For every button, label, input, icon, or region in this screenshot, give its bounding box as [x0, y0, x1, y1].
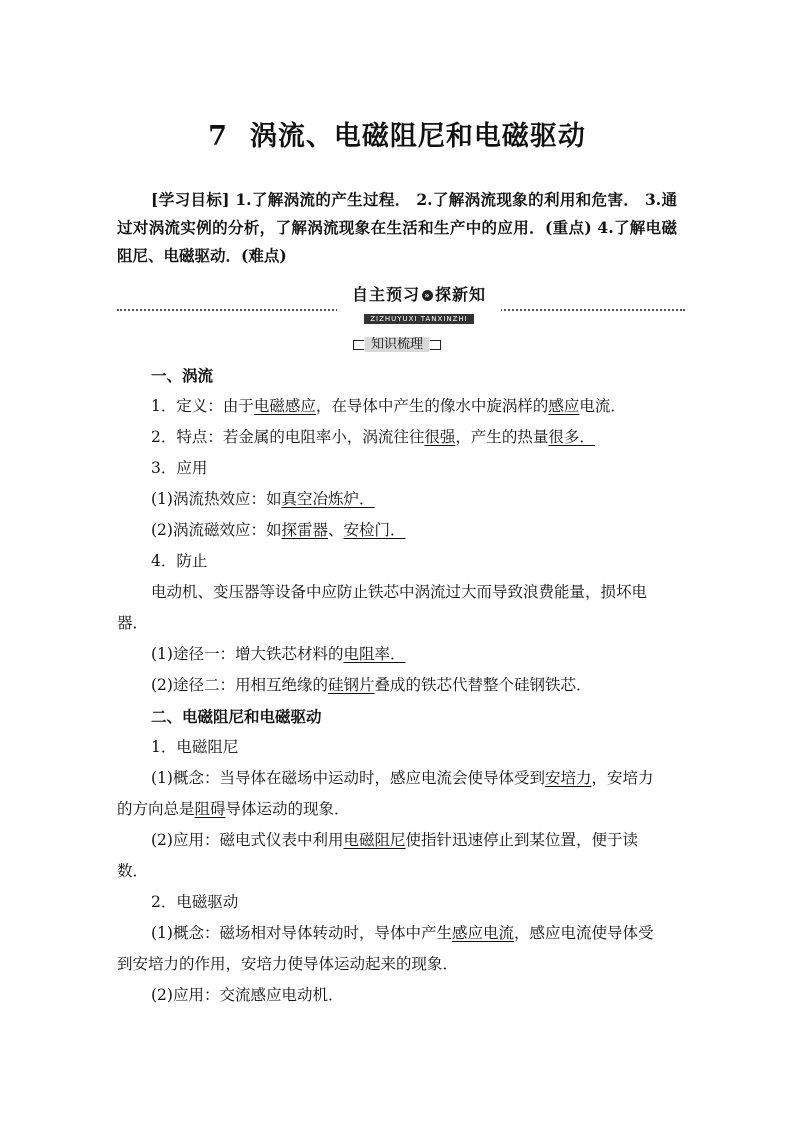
- objectives-text: 1.了解涡流的产生过程． 2.了解涡流现象的利用和危害． 3.通过对涡流实例的分析，了解涡流现象在生活和生产中的应用．(重点) 4.了解电磁阻尼、电磁驱动．(难点): [117, 190, 678, 265]
- heading-damping-driving: 二、电磁阻尼和电磁驱动: [151, 707, 322, 726]
- paragraph-driving-application: (2)应用：交流感应电动机．: [151, 986, 344, 1004]
- paragraph-driving-head: 2．电磁驱动: [151, 893, 239, 911]
- paragraph-damping-concept-line1: (1)概念：当导体在磁场中运动时，感应电流会使导体受到安培力，安培力: [151, 769, 654, 787]
- blank-answer: 电阻率．: [343, 645, 406, 663]
- sub-banner-label: 知识梳理: [365, 337, 429, 352]
- blank-answer: 安培力: [544, 769, 592, 787]
- section-title: 涡流、电磁阻尼和电磁驱动: [249, 121, 586, 152]
- paragraph-prevention-head: 4．防止: [151, 552, 208, 570]
- blank-answer: 真空冶炼炉．: [281, 490, 375, 508]
- blank-answer: 电磁感应: [253, 397, 316, 415]
- section-banner: [117, 284, 685, 323]
- paragraph-driving-concept-line2: 到安培力的作用，安培力使导体运动起来的现象．: [117, 955, 459, 973]
- paragraph-heat-effect: (1)涡流热效应：如真空冶炼炉．: [151, 490, 375, 508]
- banner-part1: 自主预习: [351, 285, 420, 304]
- paragraph-damping-concept-line2: 的方向总是阻碍导体运动的现象．: [117, 800, 350, 818]
- paragraph-damping-application-line2: 数．: [117, 862, 149, 880]
- heading-eddy-current: 一、涡流: [151, 366, 214, 385]
- paragraph-method-one: (1)途径一：增大铁芯材料的电阻率．: [151, 645, 406, 663]
- blank-answer: 感应电流: [451, 924, 514, 942]
- paragraph-damping-head: 1．电磁阻尼: [151, 738, 239, 756]
- paragraph-prevention-line2: 器．: [117, 614, 149, 632]
- paragraph-application-head: 3．应用: [151, 459, 208, 477]
- blank-answer: 探雷器: [281, 521, 328, 539]
- blank-answer: 安检门．: [343, 521, 406, 539]
- blank-answer: 电磁阻尼: [343, 831, 406, 849]
- blank-answer: 感应: [548, 397, 580, 415]
- chevron-circle-icon: »: [422, 290, 433, 301]
- paragraph-driving-concept-line1: (1)概念：磁场相对导体转动时，导体中产生感应电流，感应电流使导体受: [151, 924, 654, 942]
- banner-pinyin: ZIZHUYUXI TANXINZHI: [364, 314, 474, 324]
- paragraph-features: 2．特点：若金属的电阻率小，涡流往往很强，产生的热量很多．: [151, 428, 595, 446]
- banner-box: [337, 284, 501, 323]
- paragraph-magnetic-effect: (2)涡流磁效应：如探雷器、安检门．: [151, 521, 406, 539]
- blank-answer: 阻碍: [194, 800, 226, 818]
- objectives-label: [学习目标]: [151, 190, 230, 209]
- banner-part2: 探新知: [435, 285, 487, 304]
- page-title: [0, 114, 794, 153]
- sub-banner: [0, 333, 794, 354]
- paragraph-definition: 1．定义：由于电磁感应，在导体中产生的像水中旋涡样的感应电流．: [151, 397, 626, 415]
- paragraph-damping-application-line1: (2)应用：磁电式仪表中利用电磁阻尼使指针迅速停止到某位置，便于读: [151, 831, 638, 849]
- blank-answer: 很多．: [548, 428, 595, 446]
- section-number: 7: [208, 121, 228, 152]
- paragraph-method-two: (2)途径二：用相互绝缘的硅钢片叠成的铁芯代替整个硅钢铁芯．: [151, 676, 592, 694]
- blank-answer: 很强: [424, 428, 456, 446]
- blank-answer: 硅钢片: [327, 676, 375, 694]
- learning-objectives: [117, 186, 677, 270]
- paragraph-prevention-line1: 电动机、变压器等设备中应防止铁芯中涡流过大而导致浪费能量，损坏电: [151, 583, 648, 601]
